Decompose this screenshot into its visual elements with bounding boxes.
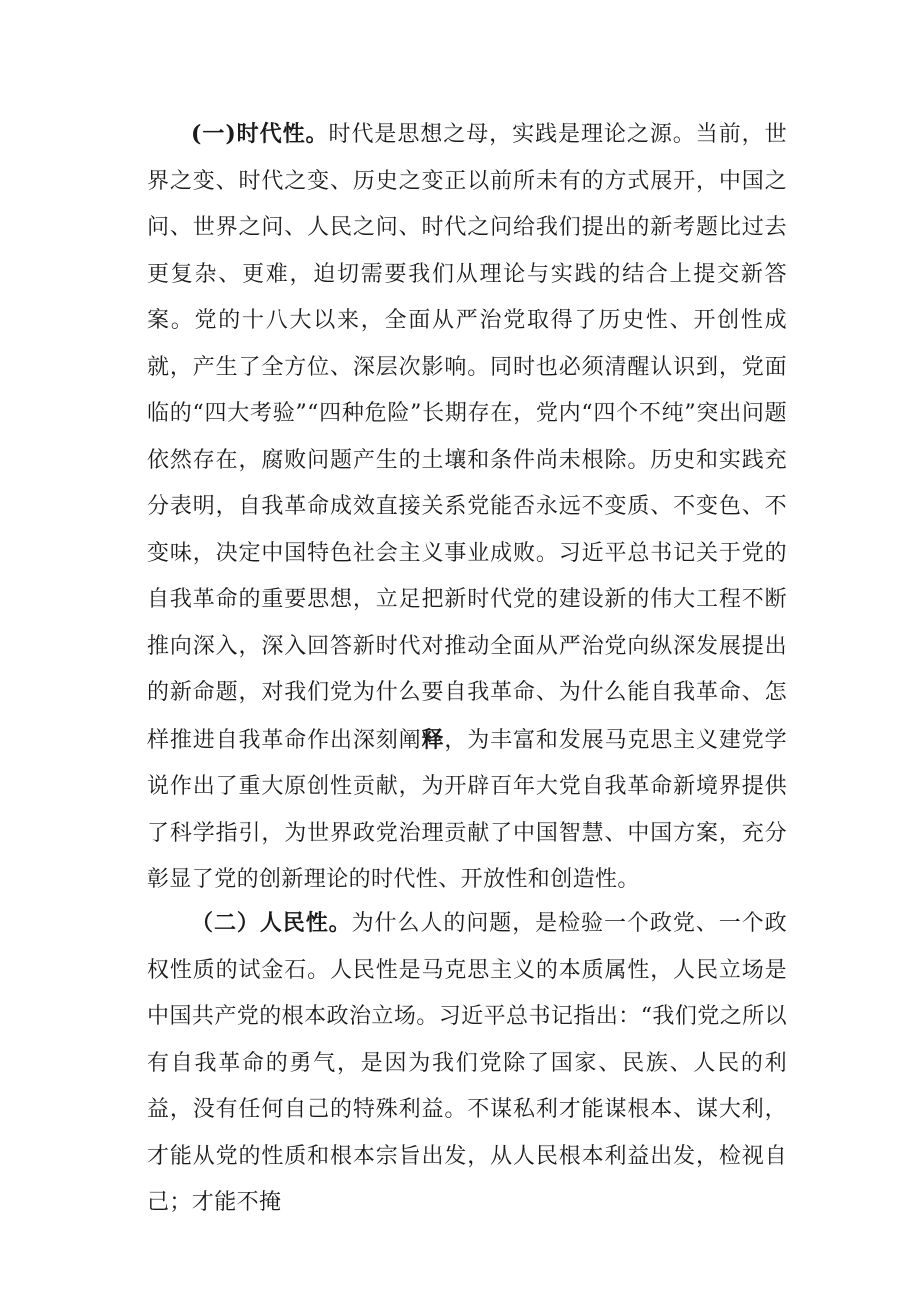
- emphasized-character: 释: [421, 726, 445, 753]
- paragraph-body-era-part2: ，为丰富和发展马克思主义建党学说作出了重大原创性贡献，为开辟百年大党自我革命新境界提供了科学指引，为世界政党治理贡献了中国智慧、中国方案，充分彰显了党的创新理论的时代性、开放性和创造性。: [147, 727, 787, 892]
- paragraph-people: [147, 900, 787, 1227]
- paragraph-heading-era: (一)时代性。: [191, 121, 329, 147]
- paragraph-body-people: 为什么人的问题，是检验一个政党、一个政权性质的试金石。人民性是马克思主义的本质属性，人民立场是中国共产党的根本政治立场。习近平总书记指出：“我们党之所以有自我革命的勇气，是因为我们党除了国家、民族、人民的利益，没有任何自己的特殊利益。不谋私利才能谋根本、谋大利，才能从党的性质和根本宗旨出发，从人民根本利益出发，检视自己；才能不掩: [147, 911, 787, 1215]
- paragraph-body-era-part1: 时代是思想之母，实践是理论之源。当前，世界之变、时代之变、历史之变正以前所未有的方式展开，中国之问、世界之问、人民之问、时代之问给我们提出的新考题比过去更复杂、更难，迫切需要我们从理论与实践的结合上提交新答案。党的十八大以来，全面从严治党取得了历史性、开创性成就，产生了全方位、深层次影响。同时也必须清醒认识到，党面临的“四大考验”“四种危险”长期存在，党内“四个不纯”突出问题依然存在，腐败问题产生的土壤和条件尚未根除。历史和实践充分表明，自我革命成效直接关系党能否永远不变质、不变色、不变味，决定中国特色社会主义事业成败。习近平总书记关于党的自我革命的重要思想，立足把新时代党的建设新的伟大工程不断推向深入，深入回答新时代对推动全面从严治党向纵深发展提出的新命题，对我们党为什么要自我革命、为什么能自我革命、怎样推进自我革命作出深刻阐: [147, 122, 787, 753]
- paragraph-era: [147, 111, 787, 904]
- paragraph-heading-people: （二）人民性。: [191, 910, 352, 936]
